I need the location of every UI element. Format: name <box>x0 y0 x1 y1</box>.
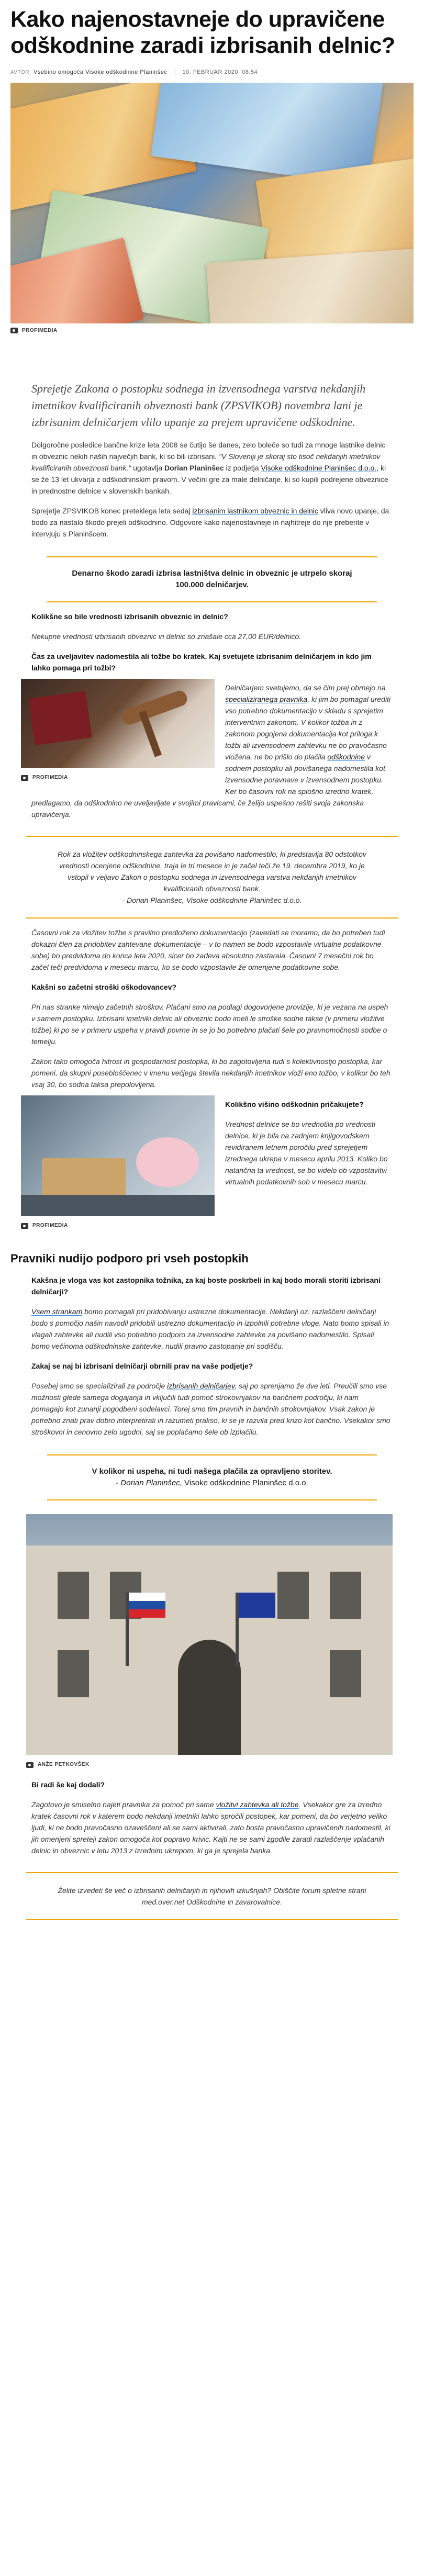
camera-icon <box>26 1762 34 1768</box>
inline-link[interactable]: izbrisanih delničarjev <box>167 1382 235 1390</box>
question-heading: Bi radi še kaj dodali? <box>31 1780 105 1789</box>
inline-figure <box>21 1095 215 1231</box>
highlight-text: V kolikor ni uspeha, ni tudi našega plačila za opravljeno storitev. <box>92 1467 332 1476</box>
paragraph <box>31 505 393 540</box>
camera-icon <box>10 328 18 333</box>
article-body <box>31 1514 393 1856</box>
question-heading: Kakšna je vloga vas kot zastopnika tožnika, za kaj boste poskrbeli in kaj bodo morali storiti izbrisani delničarji? <box>31 1276 381 1296</box>
answer-paragraph <box>31 1306 393 1352</box>
question-heading: Čas za uveljavitev nadomestila ali tožbe bo kratek. Kaj svetujete izbrisanim delničarjem in kdo jim lahko pomaga pri tožbi? <box>31 652 372 672</box>
text: . <box>280 1898 282 1906</box>
author-label: AVTOR <box>10 69 30 75</box>
outro-box <box>26 1872 398 1920</box>
credit-label: PROFIMEDIA <box>32 1223 68 1228</box>
answer-paragraph: Vrednost delnice se bo vrednotila po vrednosti delnice, ki je bila na zadnjem knjigovodskem revidiranem letnem poročilu pred sprejetjem izrednega ukrepa v mesecu aprilu 2013. Koliko bo natančna ta vrednost, se bo videlo ob vzpostavitvi virtualnih podatkovnih sob v mesecu marcu. <box>225 1120 388 1186</box>
article-body <box>10 1251 393 1438</box>
quote-author: - Dorian Planinšec, <box>116 1479 185 1487</box>
article-body <box>31 927 393 1236</box>
publish-date: 10. FEBRUAR 2020, 08:54 <box>182 69 258 75</box>
gavel-image <box>21 679 215 768</box>
camera-icon <box>21 775 28 781</box>
banknote-image <box>10 238 144 323</box>
article-lead: Sprejetje Zakona o postopku sodnega in izvensodnega varstva nekdanjih imetnikov kvalificiranih obveznosti bank (ZPSVIKOB) novembra lani je izbrisanim delničarjem vlilo upanje za prejem upravičene odškodnine. <box>31 382 366 429</box>
article-meta <box>10 69 414 75</box>
credit-label: PROFIMEDIA <box>32 775 68 780</box>
text: , saj po sprenjamo že dve leti. Preučili smo vse možnosti glede samega dogajanja in vključili tudi pomoč strokovnjakov na bančnem področju, ki nam pomagajo kot zunanji pogodbeni sodelavci. Torej smo tim pravnih in bančnih strokovnjakov. Vsak zakon je potrebno znati prav dobro interpretirati in razumeti prakso, ki se je razvila pred krizo kot bančno. Vsekakor smo stroškovni in cenovno zelo ugodni, saj se poplačamo šele ob izplačilu. <box>31 1382 390 1436</box>
pull-quote <box>26 836 398 919</box>
company-link[interactable]: Visoke odškodnine Planinšec d.o.o. <box>184 1479 308 1487</box>
article-title: Kako najenostavneje do upravičene odškodnine zaradi izbrisanih delnic? <box>10 7 395 58</box>
forum-link[interactable]: Odškodnine in zavarovalnice <box>186 1898 281 1906</box>
answer-paragraph <box>31 1799 393 1856</box>
figure-credit <box>21 772 215 783</box>
text: . Vsekakor gre za izredno kratek časovni rok v katerem bodo nekdanji imetniki lahko spročili postopek, kar pomeni, da bo verjetno veliko ljudi, ki ne bodo pravočasno ozaveščeni ali se sami aktivirali, zato bosta pravočasno upravičenih nadomestil, ki jih omenjeni spreteji zakon omogoča kot popravo krivic. Kajti ne se sami zgodile zaradi razlaščenje vplačanih delnic in obveznic v letu 2013 z izrednim ukrepom, ki ga je sprejela banka. <box>31 1800 390 1855</box>
figure-credit <box>26 1759 393 1771</box>
text: Dolgoročne posledice bančne krize leta 2008 se čutijo še danes, zelo boleče so tudi za mnoge lastnike delnic in obveznic nekih naših največjih bank, ki so bili izbrisani. <box>31 441 386 461</box>
inline-link[interactable]: specializiranega pravnika <box>225 695 308 703</box>
text: Posebej smo se specializirali za področje <box>31 1382 168 1390</box>
text: ugotavlja <box>131 464 165 472</box>
court-building-image <box>26 1514 393 1755</box>
paragraph <box>31 439 393 497</box>
camera-icon <box>21 1223 28 1229</box>
person-name: Dorian Planinšec <box>164 464 224 472</box>
text: bomo pomagali pri pridobivanju ustrezne dokumentacije. Nekdanji oz. razlaščeni delničarji bodo s pomočjo našin navodil pridobili ustrezno dokumentacijo in izpolnili potrebne vloge. Nato bomo spisali in vlagali zahtevke ali nudili vso potrebno podporo za izvensodne zahtevke za povišano nadomestilo. Spisali bomo večinoma odškodninske zahtevke, nudili pravno zastopanje pri sodišču. <box>31 1307 389 1350</box>
hero-image <box>10 83 414 323</box>
highlight-box: Denarno škodo zaradi izbrisa lastništva delnic in obveznic je utrpelo skoraj 100.000 delničarjev. <box>47 556 377 602</box>
answer-paragraph: Zakon tako omogoča hitrost in gospodarnost postopka, ki bo zagotovljena tudi s kolektivnostjo postopka, kar pomeni, da skupni posebloščenec v imenu večjega števila nekdanjih imetnikov vloži eno tožbo, v kolikor bo teh vsaj 30, bo sodna taksa prepolovljena. <box>31 1057 390 1089</box>
text: Zagotovo je smiselno najeti pravnika za pomoč pri same <box>31 1800 216 1809</box>
inline-link[interactable]: izbrisanim lastnikom obveznic in delnic <box>192 507 318 515</box>
text: Želite izvedeti še več o izbrisanih delničarjih in njihovih izkušnjah? Obiščite forum spletne strani med.over.net <box>58 1886 366 1906</box>
text: vliva novo upanje, da bodo za nastalo škodo prejeli odškodnino. Odgovore kako najenostavneje in najhitreje do nje preberite v intervjuju s Planinšcem. <box>31 507 389 538</box>
author-name[interactable]: Vsebino omogoča Visoke odškodnine Planinšec <box>34 69 168 75</box>
text: iz podjetja <box>224 464 261 472</box>
answer-paragraph <box>31 1380 393 1438</box>
question-heading: Zakaj se naj bi izbrisani delničarji obrnili prav na vaše podjetje? <box>31 1362 253 1370</box>
text: Delničarjem svetujemo, da se čim prej obrnejo na <box>225 684 386 692</box>
text: , ki se že 13 let ukvarja z odškodninskim pravom. V večini gre za male delničarje, ki so kupili podrejene obveznice in prednostne delnice v slovenskih bankah. <box>31 464 388 495</box>
piggy-bank-image <box>21 1095 215 1216</box>
section-heading: Pravniki nudijo podporo pri vseh postopkih <box>10 1252 249 1265</box>
credit-label: PROFIMEDIA <box>22 328 58 333</box>
answer-paragraph: Pri nas stranke nimajo začetnih stroškov. Plačani smo na podlagi dogovorjene provizije, ki je vezana na uspeh v samem postopku. Izbrisani imetniki delnic ali obveznic bodo imeli le stroške sodne takse (v primeru vložitve tožbe) ki po se v primeru uspeha v pravdi povrne in se jo bo potrebno plačati šele po pravnomočnosti sodbe o temelju. <box>31 1003 388 1046</box>
inline-figure <box>21 679 215 783</box>
quote-author: - Dorian Planinšec, <box>122 896 186 904</box>
question-heading: Kolikšno višino odškodnin pričakujete? <box>225 1100 364 1108</box>
quote-text: Rok za vložitev odškodninskega zahtevka za povišano nadomestilo, ki predstavlja 80 odstotkov vrednosti ocenjene odškodnine, traja le tri mesece in je začel teči že 19. decembra 2019, ko je vstopil v veljavo Zakon o postopku sodnega in izvensodnega varstva nekdanjih imetnikov kvalificiranih obveznosti bank. <box>58 850 366 893</box>
credit-label: ANŽE PETKOVŠEK <box>38 1762 90 1767</box>
company-link[interactable]: Visoke odškodnine Planinšec d.o.o. <box>261 464 377 472</box>
text: , ki jim bo pomagal urediti vso potrebno dokumentacijo v skladu s sprejetim interventnim zakonom. V kolikor tožba in z zakonom pogojena dokumentacija kot priloga k tožbi ali izvensodnem zahtevku ne bo pravočasno vložena, ne bo prišlo do plačila <box>225 695 390 761</box>
question-heading: Kolikšne so bile vrednosti izbrisanih obveznic in delnic? <box>31 612 228 621</box>
hero-credit <box>10 328 414 333</box>
inline-link[interactable]: vložitvi zahtevka ali tožbe <box>216 1800 299 1809</box>
inline-link[interactable]: odškodnine <box>327 753 365 761</box>
paragraph: Časovni rok za vložitev tožbe s pravilno predloženo dokumentacijo (zavedati se moramo, da bo potreben tudi dokazni člen za pridobitev zahtevane dokumentacije – v to namen se bodo vzpostavile virtualne podatkovne sobe) bo predvidoma do konca leta 2020, sicer bo zadeva absolutno zastarala. Časovni 7 mesečni rok bo začel teči predvidoma v mesecu marcu, ko se bodo vzpostavile že omenjene podatkovne sobe. <box>31 928 385 971</box>
inline-link[interactable]: Vsem strankam <box>31 1307 83 1316</box>
question-heading: Kakšni so začetni stroški oškodovancev? <box>31 983 176 991</box>
highlight-box <box>47 1454 377 1500</box>
quote-text: "V Sloveniji je skoraj sto tisoč nekdanjih imetnikov kvalificiranih obveznosti bank," <box>31 452 381 472</box>
answer-paragraph: Nekupne vrednosti izbrisanih obveznic in delnic so znašale cca 27,00 EUR/delnico. <box>31 632 302 641</box>
text: v sodnem postopku ali povišanega nadomestila kot izvensodne poravnave v izvensodnem postopku. Ker bo časovni rok na splošno izredno kratek, predlagamo, da odškodnino ne uveljavljate v svojimi pravicami, če želijo uspešno rešiti svoja zakonska upravičenja. <box>31 753 385 819</box>
article-body <box>31 611 393 820</box>
company-link[interactable]: Visoke odškodnine Planinšec d.o.o. <box>186 896 302 904</box>
text: Sprejetje ZPSVIKOB konec preteklega leta sedaj <box>31 507 193 515</box>
article-body <box>31 439 393 540</box>
figure-credit <box>21 1220 215 1231</box>
